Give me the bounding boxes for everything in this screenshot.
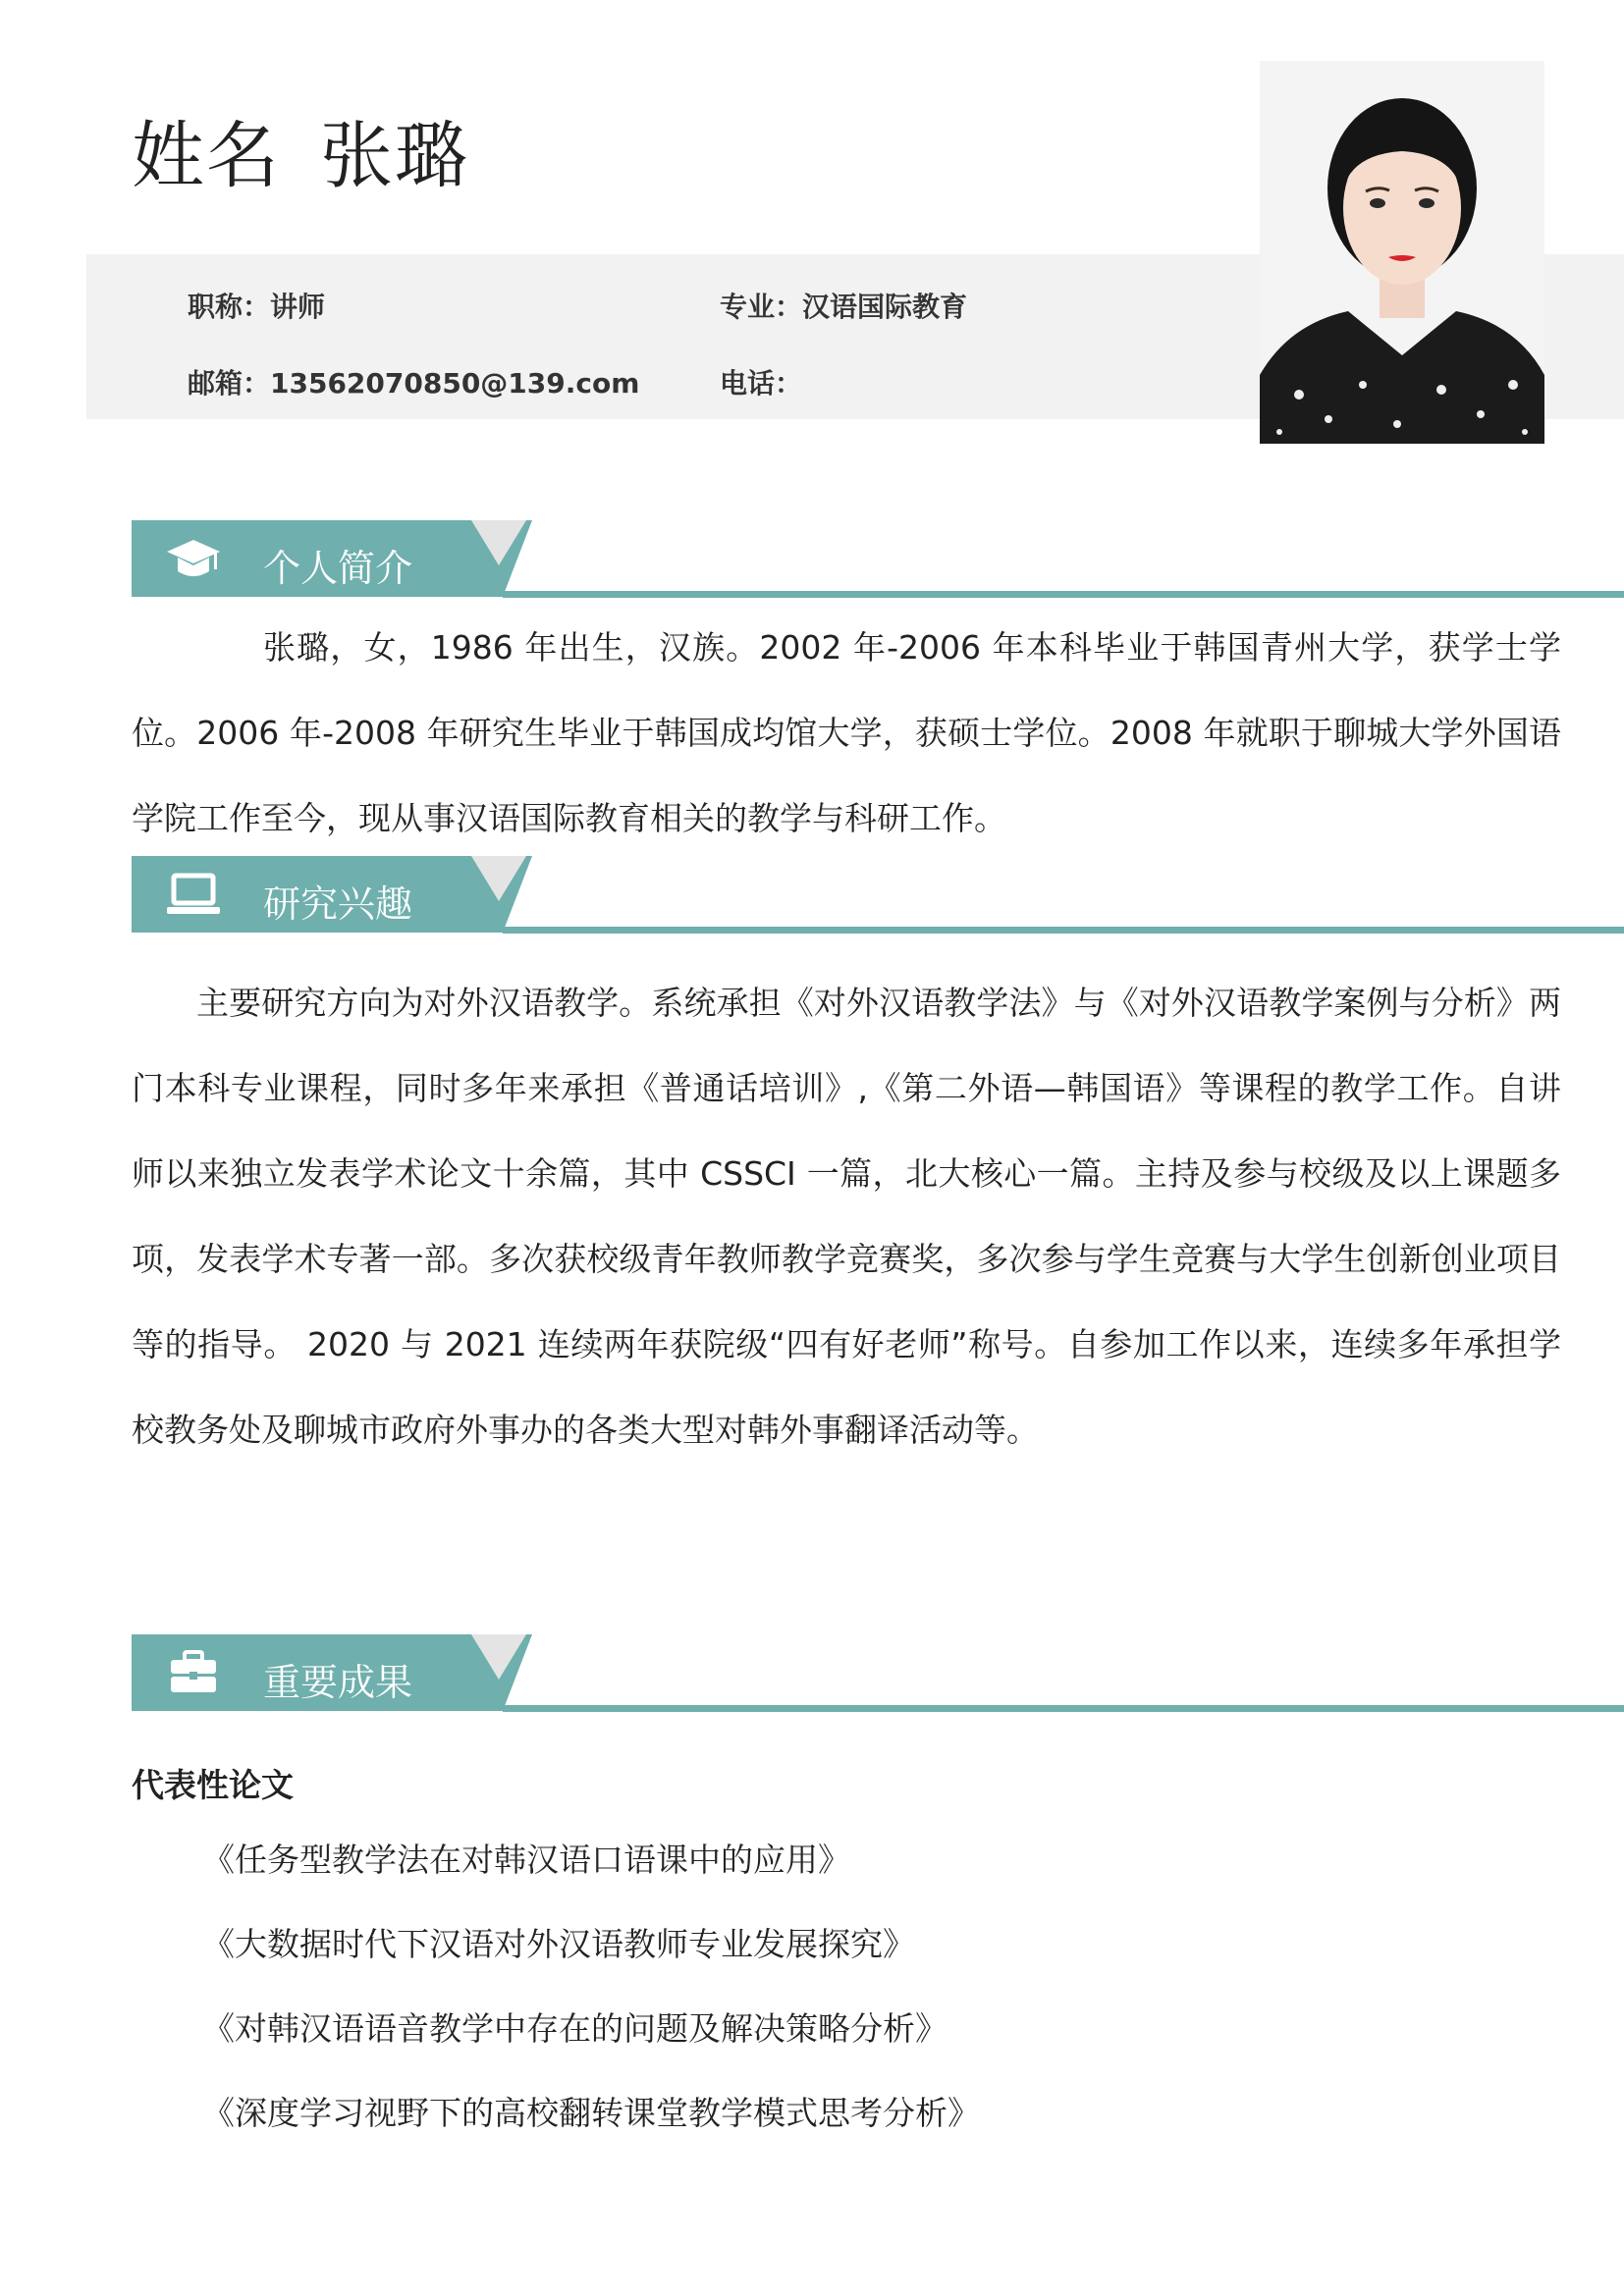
list-item: 《深度学习视野下的高校翻转课堂教学模式思考分析》 — [202, 2094, 980, 2132]
papers-list — [202, 1818, 980, 2156]
list-item: 《大数据时代下汉语对外汉语教师专业发展探究》 — [202, 1925, 915, 1963]
section-title-achievements: 重要成果 — [263, 1661, 413, 1704]
section-triangle — [471, 520, 526, 565]
profile-photo — [1260, 61, 1544, 444]
list-item: 《对韩汉语语音教学中存在的问题及解决策略分析》 — [202, 2009, 947, 2048]
info-email: 邮箱：13562070850@139.com — [188, 367, 640, 400]
section-header-profile — [132, 520, 1624, 603]
section-title-research: 研究兴趣 — [263, 882, 413, 926]
info-major: 专业：汉语国际教育 — [720, 291, 968, 323]
name-label: 姓名 — [132, 114, 281, 198]
research-paragraph: 主要研究方向为对外汉语教学。系统承担《对外汉语教学法》与《对外汉语教学案例与分析》两门本科专业课程，同时多年来承担《普通话培训》,《第二外语—韩国语》等课程的教学工作。自讲师以来独立发表学术论文十余篇，其中 CSSCI 一篇，北大核心一篇。主持及参与校级及以上课题多项，发表学术专著一部。多次获校级青年教师教学竞赛奖，多次参与学生竞赛与大学生创新创业项目等的指导。 2020 与 2021 连续两年获院级“四有好老师”称号。自参加工作以来，连续多年承担学校教务处及聊城市政府外事办的各类大型对韩外事翻译活动等。 — [132, 984, 1561, 1449]
laptop-icon — [165, 870, 222, 919]
name-value: 张璐 — [320, 114, 469, 198]
section-header-research — [132, 856, 1624, 938]
section-underline — [503, 927, 1624, 934]
section-title-profile: 个人简介 — [263, 547, 413, 590]
info-title: 职称：讲师 — [188, 291, 326, 323]
section-triangle — [471, 856, 526, 901]
section-header-achievements — [132, 1634, 1624, 1717]
briefcase-icon — [165, 1648, 222, 1697]
avatar — [1260, 61, 1544, 444]
section-underline — [503, 1705, 1624, 1712]
page-title — [132, 98, 469, 202]
list-item: 《任务型教学法在对韩汉语口语课中的应用》 — [202, 1841, 850, 1879]
section-underline — [503, 591, 1624, 598]
info-phone: 电话： — [720, 367, 803, 400]
papers-subtitle: 代表性论文 — [132, 1766, 294, 1804]
section-triangle — [471, 1634, 526, 1680]
graduation-cap-icon — [165, 534, 222, 583]
profile-paragraph: 张璐，女，1986 年出生，汉族。2002 年-2006 年本科毕业于韩国青州大学，获学士学位。2006 年-2008 年研究生毕业于韩国成均馆大学，获硕士学位。2008 年就职于聊城大学外国语学院工作至今，现从事汉语国际教育相关的教学与科研工作。 — [132, 628, 1561, 837]
